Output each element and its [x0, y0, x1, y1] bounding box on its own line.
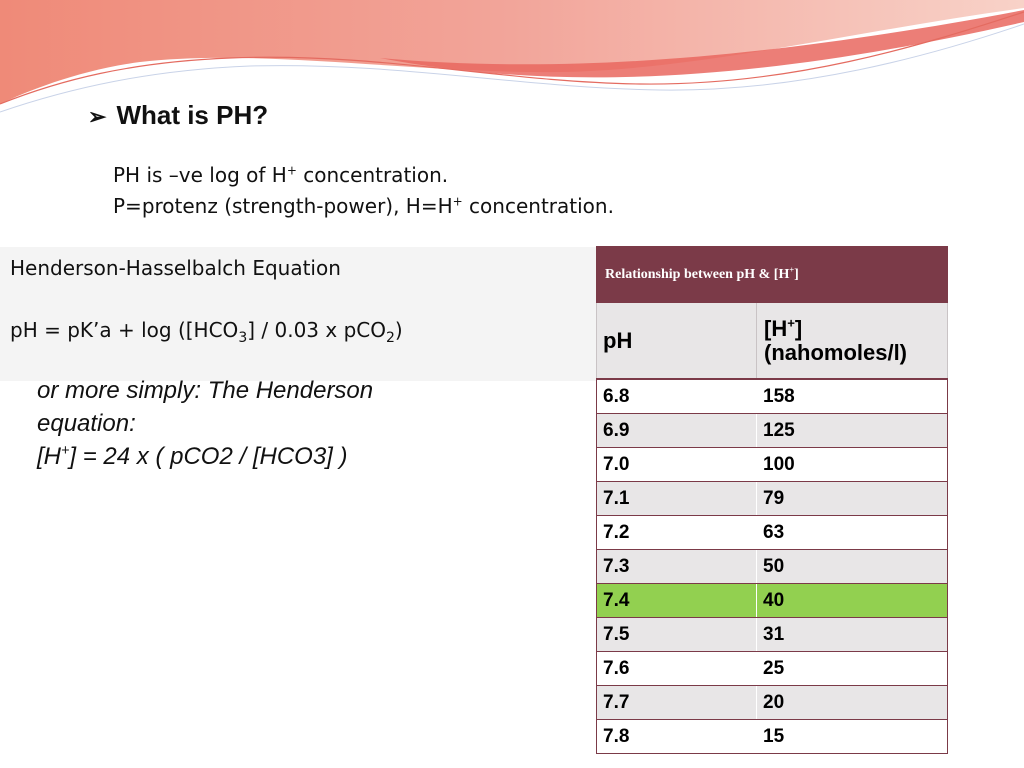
h-concentration-cell: 158 — [757, 379, 948, 414]
table-row — [597, 652, 948, 686]
col-header-h: [H+] (nahomoles/l) — [757, 303, 948, 380]
h-concentration-cell: 40 — [757, 584, 948, 618]
table-row — [597, 379, 948, 414]
table-row — [597, 482, 948, 516]
table-body — [597, 379, 948, 754]
h-concentration-cell: 20 — [757, 686, 948, 720]
ph-cell: 7.3 — [597, 550, 757, 584]
ph-cell: 7.8 — [597, 720, 757, 754]
table-row — [597, 686, 948, 720]
equation-formula: pH = pK’a + $\log ([HCO_3] / 0.03$ x pCO$_2$) — [10, 318, 403, 346]
simple-equation-text: or more simply: The Henderson equation: [H+] = 24 x ( pCO2 / [HCO3] ) — [37, 377, 374, 470]
ph-cell: 6.8 — [597, 379, 757, 414]
h-concentration-cell: 79 — [757, 482, 948, 516]
ph-cell: 7.6 — [597, 652, 757, 686]
table-caption: Relationship between pH & [H+] — [597, 247, 948, 303]
equation-title: Henderson-Hasselbalch Equation — [10, 256, 341, 280]
heading-text: What is PH? — [116, 100, 269, 130]
arrow-bullet-icon: ➢ — [88, 104, 107, 129]
table-header-row — [597, 303, 948, 380]
table-row — [597, 448, 948, 482]
ph-cell: 7.7 — [597, 686, 757, 720]
intro-line-2: P=protenz (strength-power), H=H+ concentration. — [113, 194, 614, 218]
h-concentration-cell: 63 — [757, 516, 948, 550]
h-concentration-cell: 25 — [757, 652, 948, 686]
ph-cell: 6.9 — [597, 414, 757, 448]
intro-line-1: PH is –ve log of H+ concentration. — [113, 163, 449, 187]
h-concentration-cell: 50 — [757, 550, 948, 584]
intro-text — [113, 160, 614, 222]
col-header-ph: pH — [597, 303, 757, 380]
ph-cell: 7.0 — [597, 448, 757, 482]
ph-cell: 7.4 — [597, 584, 757, 618]
h-concentration-cell: 15 — [757, 720, 948, 754]
h-concentration-cell: 31 — [757, 618, 948, 652]
h-concentration-cell: 100 — [757, 448, 948, 482]
table-row — [597, 584, 948, 618]
table-row — [597, 414, 948, 448]
table-row — [597, 516, 948, 550]
table-row — [597, 618, 948, 652]
table-row — [597, 550, 948, 584]
slide-heading — [88, 100, 268, 131]
h-concentration-cell: 125 — [757, 414, 948, 448]
ph-h-table — [596, 246, 948, 754]
table-row — [597, 720, 948, 754]
ph-cell: 7.2 — [597, 516, 757, 550]
ph-cell: 7.1 — [597, 482, 757, 516]
ph-cell: 7.5 — [597, 618, 757, 652]
